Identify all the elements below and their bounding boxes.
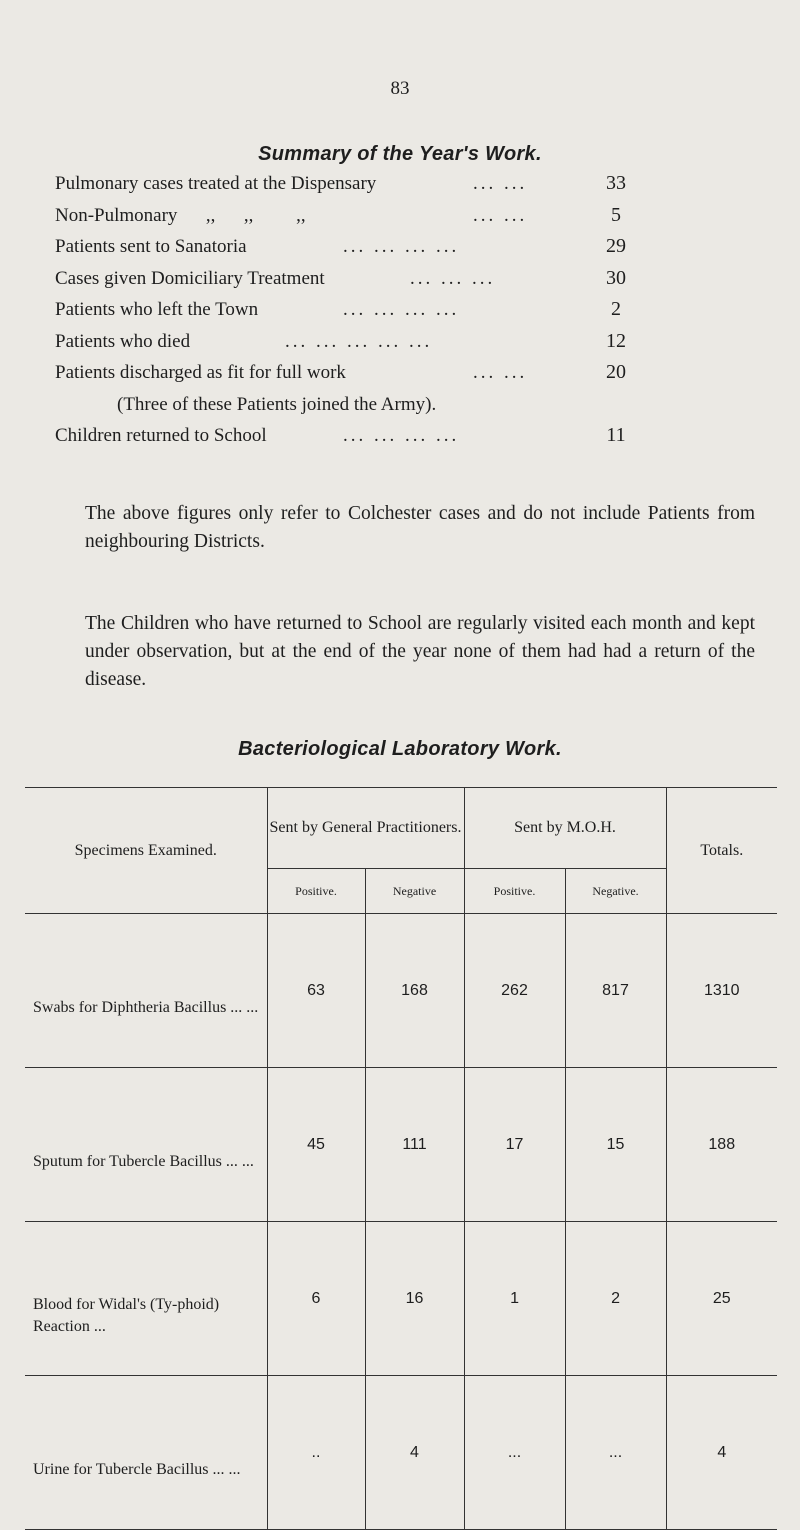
total-cell: 188 (666, 1068, 777, 1222)
specimen-cell: Urine for Tubercle Bacillus ... ... (25, 1376, 267, 1530)
summary-note-row (55, 389, 775, 421)
leader-dots: ... ... ... ... ... (285, 330, 433, 352)
summary-row (55, 200, 775, 232)
header-moh-positive: Positive. (464, 869, 565, 914)
summary-label: Patients discharged as fit for full work (55, 362, 346, 383)
summary-label: Patients sent to Sanatoria (55, 236, 247, 257)
total-cell: 25 (666, 1222, 777, 1376)
leader-dots: ... ... (473, 204, 528, 226)
summary-list (55, 168, 775, 452)
total-cell: 4 (666, 1376, 777, 1530)
leader-dots: ... ... (473, 362, 528, 383)
moh-positive-cell: 17 (464, 1068, 565, 1222)
summary-label: Patients who left the Town (55, 299, 259, 320)
summary-value: 5 (611, 203, 621, 226)
paragraph-children (55, 610, 755, 694)
table-row (25, 1222, 777, 1376)
summary-heading: Summary of the Year's Work. (258, 143, 542, 165)
leader-dots: ... ... (473, 173, 528, 194)
page-number: 83 (390, 78, 410, 99)
moh-negative-cell: 15 (565, 1068, 666, 1222)
paragraph-text: The above figures only refer to Colchester cases and do not include Patients from neighbouring Districts. (85, 503, 755, 552)
leader-dots: ... ... ... ... (343, 236, 460, 257)
moh-positive-cell: 262 (464, 914, 565, 1068)
header-totals: Totals. (666, 788, 777, 914)
header-row (25, 788, 777, 869)
summary-row (55, 168, 775, 200)
moh-negative-cell: 817 (565, 914, 666, 1068)
total-cell: 1310 (666, 914, 777, 1068)
paragraph-text: The Children who have returned to School are regularly visited each month and kept under observation, but at the end of the year none of them had had a return of the disease. (85, 613, 755, 690)
summary-note: (Three of these Patients joined the Army). (117, 393, 437, 415)
summary-row (55, 357, 775, 389)
specimen-cell: Sputum for Tubercle Bacillus ... ... (25, 1068, 267, 1222)
table-row (25, 1068, 777, 1222)
specimen-cell: Swabs for Diphtheria Bacillus ... ... (25, 914, 267, 1068)
moh-positive-cell: 1 (464, 1222, 565, 1376)
summary-value: 20 (606, 361, 626, 383)
header-sent-moh: Sent by M.O.H. (464, 788, 666, 869)
gp-positive-cell: .. (267, 1376, 365, 1530)
summary-value: 29 (606, 235, 626, 257)
gp-negative-cell: 4 (365, 1376, 464, 1530)
summary-label: Pulmonary cases treated at the Dispensary (55, 173, 377, 194)
summary-value: 33 (606, 172, 626, 194)
gp-negative-cell: 16 (365, 1222, 464, 1376)
summary-value: 2 (611, 298, 621, 320)
header-gp-positive: Positive. (267, 869, 365, 914)
summary-row (55, 326, 775, 358)
specimen-cell: Blood for Widal's (Ty-phoid) Reaction ... (25, 1222, 267, 1376)
moh-positive-cell: ... (464, 1376, 565, 1530)
table-row (25, 914, 777, 1068)
header-gp-negative: Negative (365, 869, 464, 914)
leader-dots: ... ... ... (410, 267, 496, 289)
summary-row (55, 420, 775, 452)
paragraph-colchester (55, 500, 755, 556)
gp-negative-cell: 168 (365, 914, 464, 1068)
gp-negative-cell: 111 (365, 1068, 464, 1222)
moh-negative-cell: 2 (565, 1222, 666, 1376)
lab-work-table (25, 787, 777, 1530)
lab-heading: Bacteriological Laboratory Work. (238, 738, 562, 760)
gp-positive-cell: 63 (267, 914, 365, 1068)
summary-value: 30 (606, 266, 626, 289)
table-row (25, 1376, 777, 1530)
summary-label: Patients who died (55, 330, 191, 352)
gp-positive-cell: 45 (267, 1068, 365, 1222)
summary-value: 11 (606, 424, 626, 446)
header-sent-gp: Sent by General Practitioners. (267, 788, 464, 869)
summary-label: Children returned to School (55, 425, 267, 446)
header-moh-negative: Negative. (565, 869, 666, 914)
summary-value: 12 (606, 329, 626, 352)
summary-row (55, 263, 775, 295)
summary-row (55, 231, 775, 263)
leader-dots: ... ... ... ... (343, 425, 460, 446)
summary-label: Non-Pulmonary ,, ,, ,, (55, 204, 306, 226)
header-specimens: Specimens Examined. (25, 788, 267, 914)
gp-positive-cell: 6 (267, 1222, 365, 1376)
summary-row (55, 294, 775, 326)
leader-dots: ... ... ... ... (343, 299, 460, 320)
moh-negative-cell: ... (565, 1376, 666, 1530)
summary-label: Cases given Domiciliary Treatment (55, 267, 325, 289)
